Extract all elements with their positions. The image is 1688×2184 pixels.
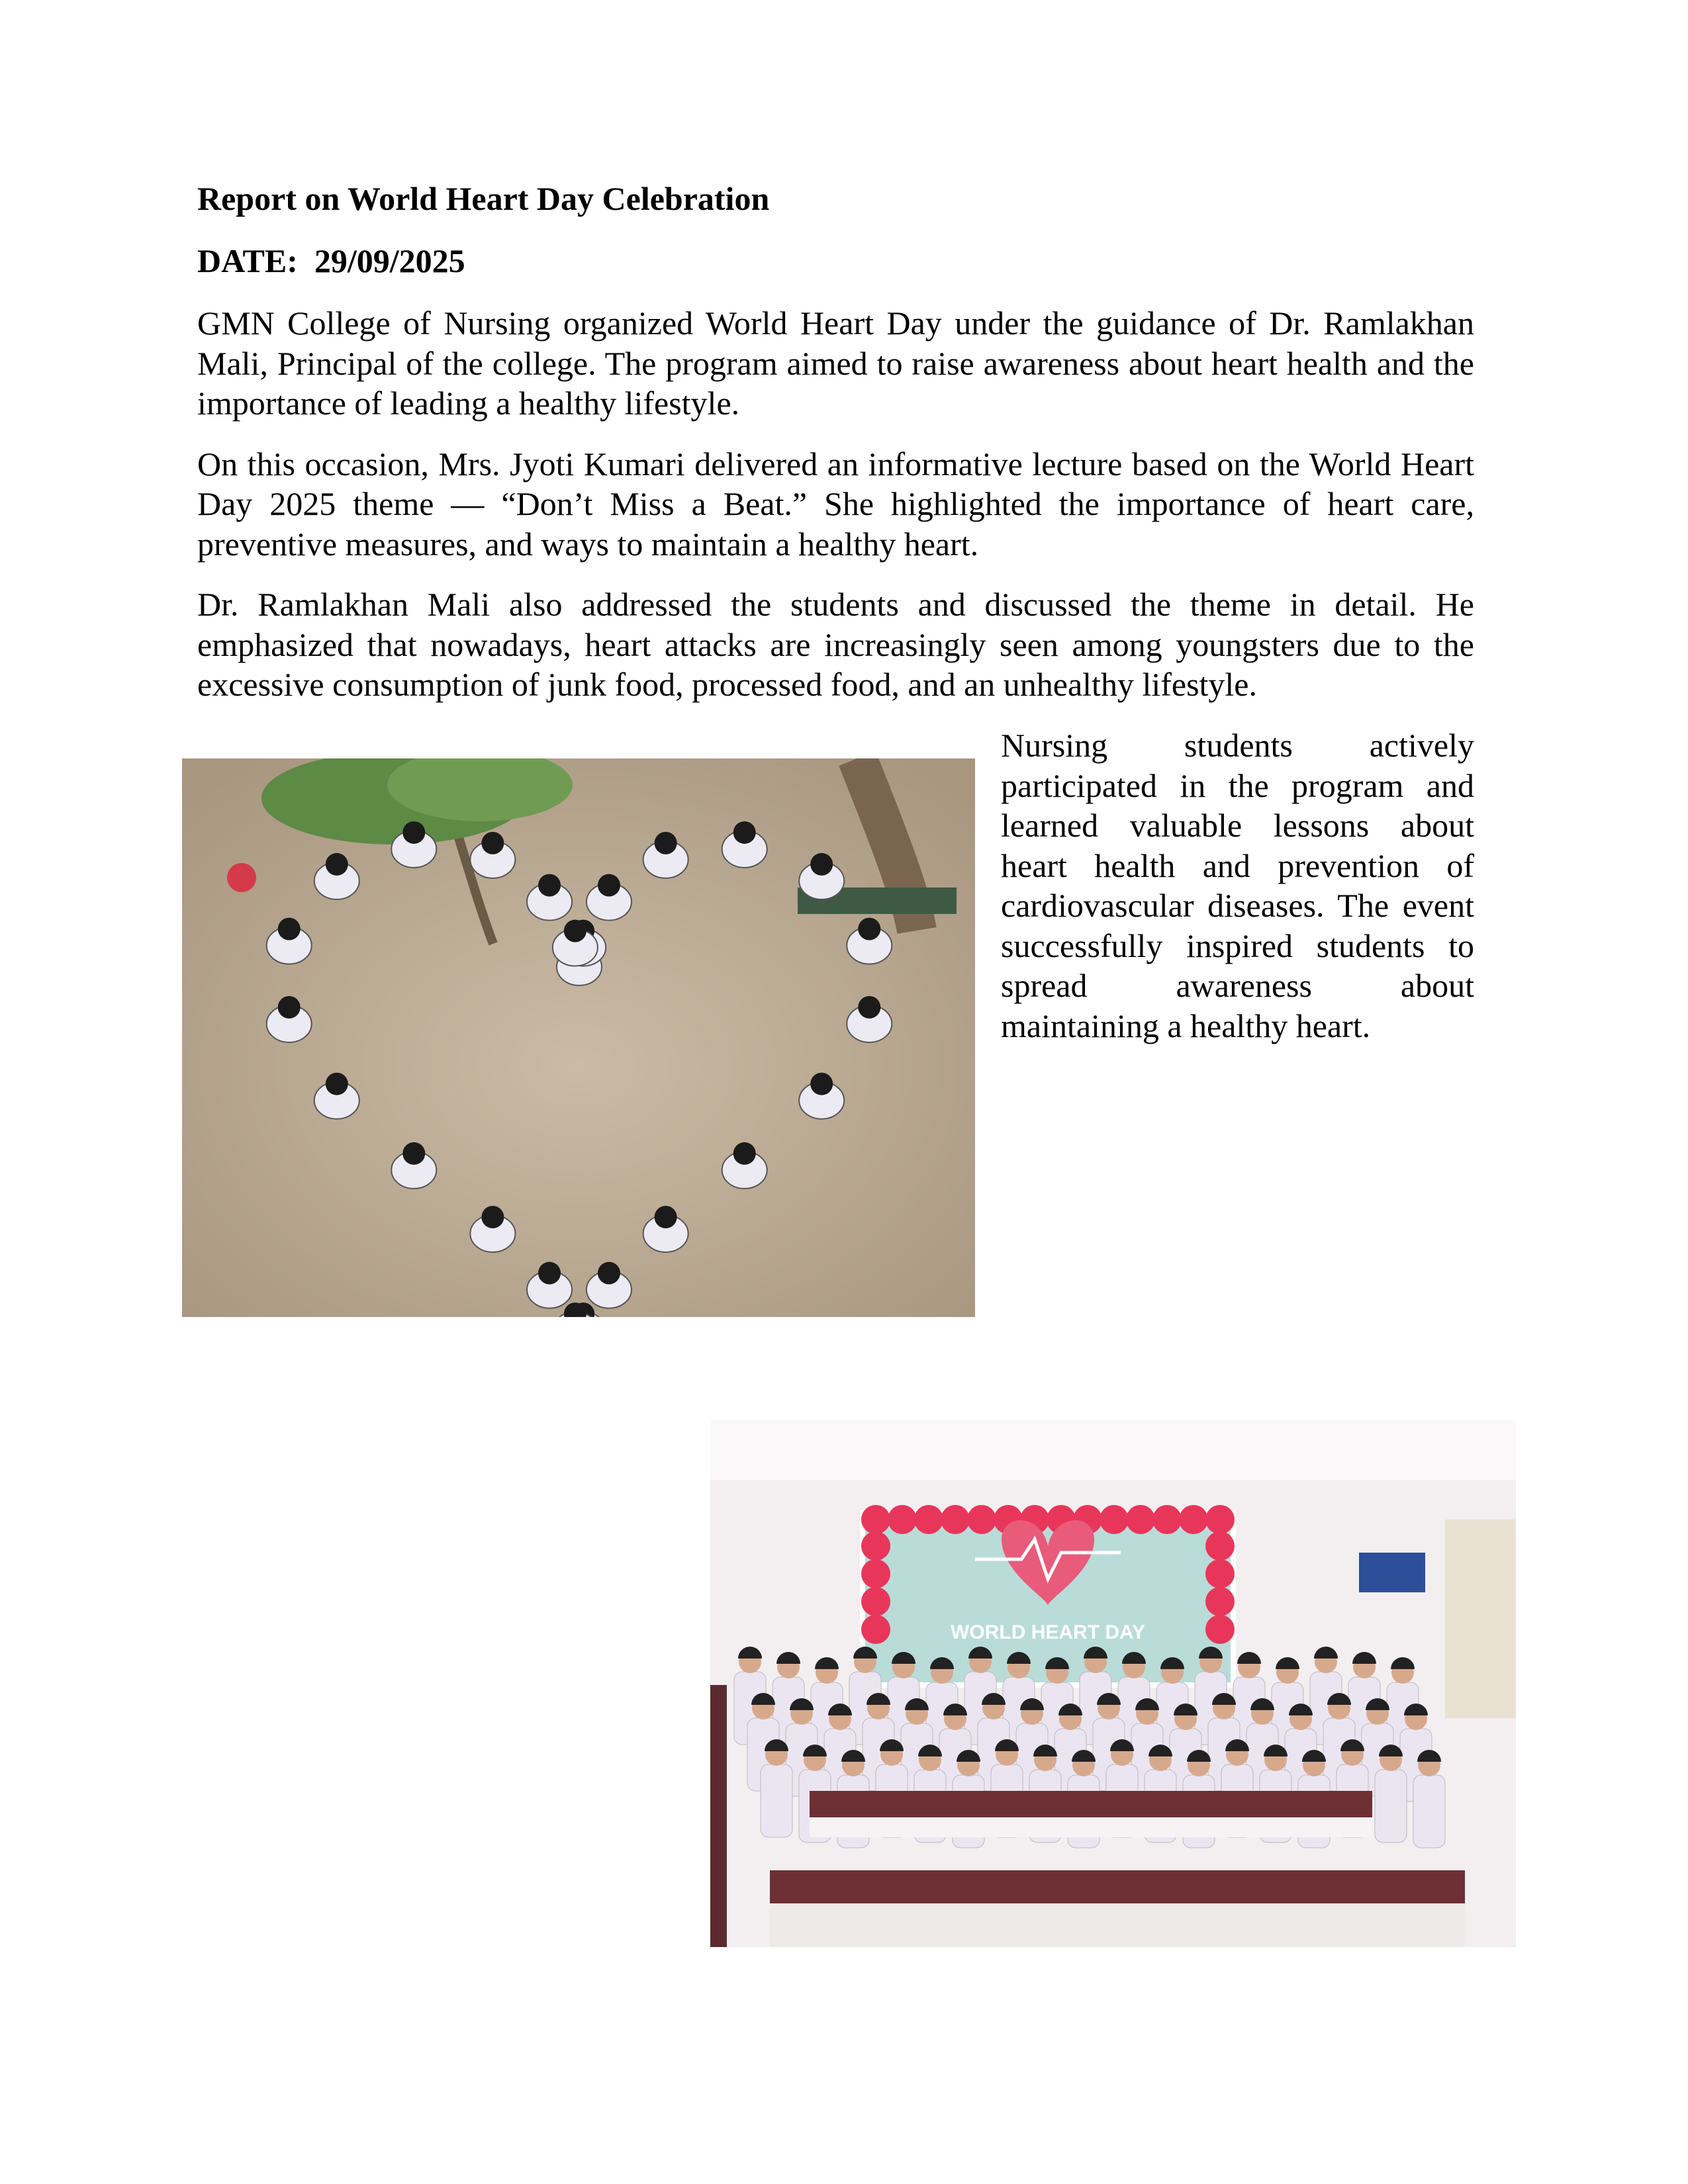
balloon	[861, 1587, 890, 1616]
balloon	[861, 1531, 890, 1561]
student-figure	[1413, 1750, 1445, 1848]
balloon	[967, 1505, 996, 1534]
balloon	[1205, 1559, 1235, 1588]
paragraph-lecture: On this occasion, Mrs. Jyoti Kumari delivered an informative lecture based on the World Heart Day 2025 theme — “Don’t Miss a Beat.” She highlighted the importance of heart care, preventive measures, and ways to maintain a healthy heart.	[197, 445, 1474, 563]
student-figure	[761, 1739, 792, 1837]
balloon	[1179, 1505, 1208, 1534]
balloon	[888, 1505, 917, 1534]
balloon	[861, 1615, 890, 1644]
balloon	[914, 1505, 943, 1534]
paragraph-principal: Dr. Ramlakhan Mali also addressed the students and discussed the theme in detail. He emphasized that nowadays, heart attacks are increasingly seen among youngsters due to the excessive consumption of junk food, processed food, and an unhealthy lifestyle.	[197, 586, 1474, 703]
report-date: DATE: 29/09/2025	[197, 242, 465, 279]
photo-group-classroom	[710, 1420, 1516, 1947]
balloon	[1205, 1531, 1235, 1561]
report-body	[197, 303, 1474, 725]
balloon	[861, 1505, 890, 1534]
photo-heart-formation	[182, 758, 975, 1317]
balloon	[1152, 1505, 1182, 1534]
balloon	[1205, 1505, 1235, 1534]
balloon	[941, 1505, 970, 1534]
paragraph-intro: GMN College of Nursing organized World Heart Day under the guidance of Dr. Ramlakhan Mali, Principal of the college. The program aimed to raise awareness about heart health and the importance of leading a healthy lifestyle.	[197, 304, 1474, 422]
balloon	[1205, 1615, 1235, 1644]
banner-text: WORLD HEART DAY	[951, 1621, 1145, 1643]
participation-summary	[1001, 725, 1474, 1046]
student-figure	[1375, 1745, 1407, 1843]
balloon	[1205, 1587, 1235, 1616]
paragraph-participation: Nursing students actively participated in the program and learned valuable lessons about heart health and prevention of cardiovascular diseases. The event successfully inspired students to spread awareness about maintaining a healthy heart.	[1001, 727, 1474, 1044]
balloon	[861, 1559, 890, 1588]
balloon	[1100, 1505, 1129, 1534]
report-title: Report on World Heart Day Celebration	[197, 180, 770, 217]
balloon	[1126, 1505, 1155, 1534]
